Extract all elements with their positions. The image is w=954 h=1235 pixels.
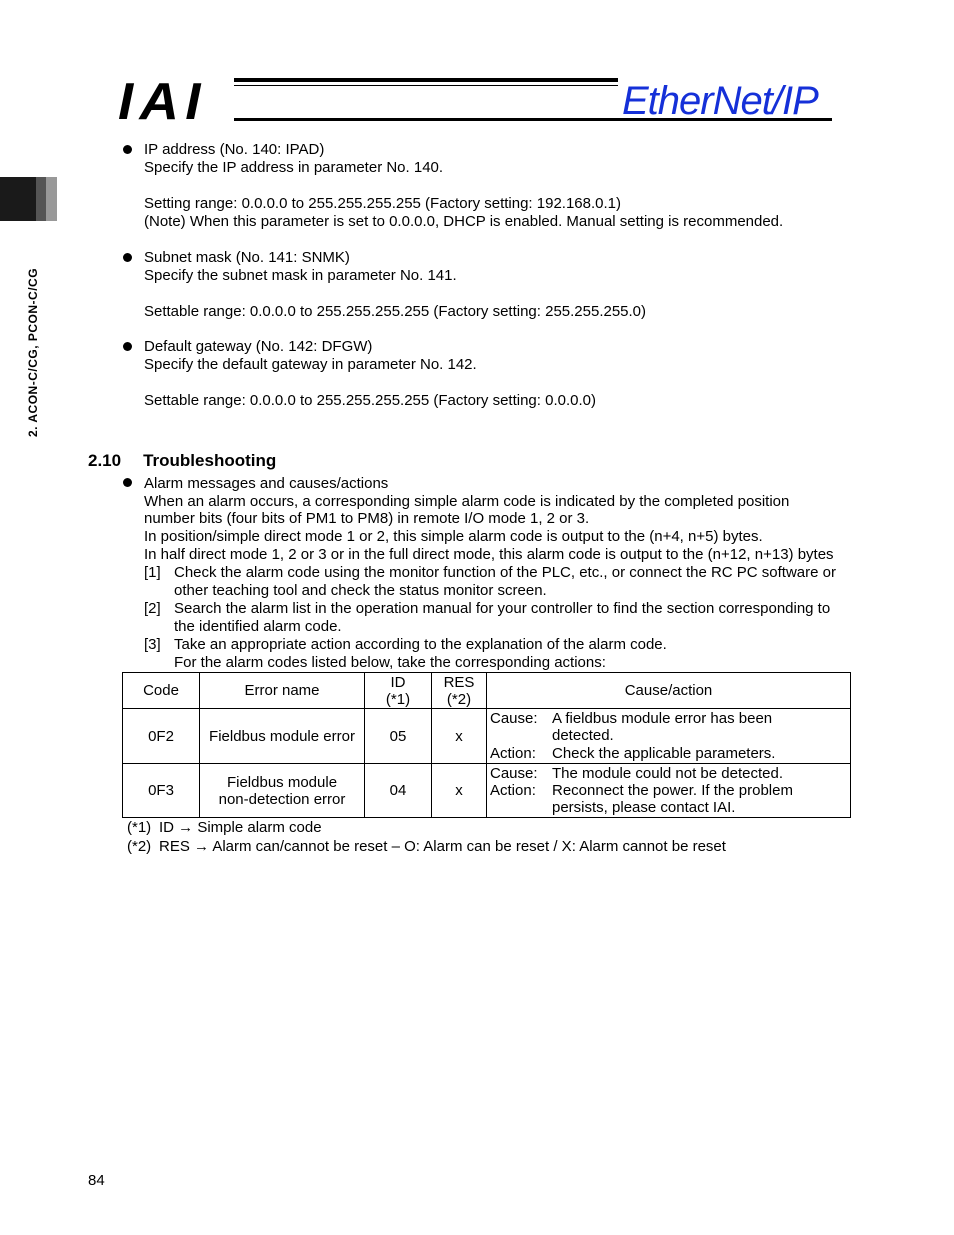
bullet-icon [123, 145, 132, 154]
cause-text: The module could not be detected. [552, 765, 783, 782]
cause-label: Cause: [490, 710, 538, 727]
action-label: Action: [490, 782, 536, 799]
action-label: Action: [490, 745, 536, 762]
cell-cause-action [487, 764, 851, 818]
page-number: 84 [88, 1172, 105, 1189]
param-range: Settable range: 0.0.0.0 to 255.255.255.255 (Factory setting: 0.0.0.0) [144, 392, 596, 409]
step-number: [1] [144, 564, 161, 581]
param-desc: Specify the IP address in parameter No. 140. [144, 159, 444, 176]
section-title: Troubleshooting [143, 451, 277, 470]
alarm-table [122, 672, 851, 818]
header-rule-thin [234, 85, 618, 86]
param-range: Setting range: 0.0.0.0 to 255.255.255.255 (Factory setting: 192.168.0.1) [144, 195, 621, 212]
action-text: persists, please contact IAI. [552, 799, 736, 816]
footnote-text: ID → Simple alarm code [159, 819, 322, 836]
step-text: other teaching tool and check the status monitor screen. [174, 582, 547, 599]
footnote-mark: (*1) [127, 819, 152, 836]
cell-id: 05 [365, 709, 432, 764]
table-header-row [123, 673, 851, 709]
step-text: Take an appropriate action according to the explanation of the alarm code. [174, 636, 667, 653]
param-desc: Specify the subnet mask in parameter No. 141. [144, 267, 457, 284]
cell-res: x [432, 709, 487, 764]
header-res: RES (*2) [432, 673, 487, 709]
param-title: Subnet mask (No. 141: SNMK) [144, 249, 350, 266]
intro-line: In position/simple direct mode 1 or 2, this simple alarm code is output to the (n+4, n+5) bytes. [144, 528, 763, 545]
side-tab-shade-light [46, 177, 57, 221]
cause-label: Cause: [490, 765, 538, 782]
cell-code: 0F2 [123, 709, 200, 764]
param-note: (Note) When this parameter is set to 0.0.0.0, DHCP is enabled. Manual setting is recommended. [144, 213, 784, 230]
bullet-icon [123, 253, 132, 262]
action-text: Check the applicable parameters. [552, 745, 776, 762]
header-rule-top [234, 78, 618, 82]
cell-code: 0F3 [123, 764, 200, 818]
intro-line: number bits (four bits of PM1 to PM8) in remote I/O mode 1, 2 or 3. [144, 510, 590, 527]
header-code: Code [123, 673, 200, 709]
step-text: Check the alarm code using the monitor function of the PLC, etc., or connect the RC PC software or [174, 564, 836, 581]
bullet-icon [123, 478, 132, 487]
footnote-text: RES → Alarm can/cannot be reset – O: Alarm can be reset / X: Alarm cannot be reset [159, 838, 726, 855]
header-error-name: Error name [200, 673, 365, 709]
step-number: [2] [144, 600, 161, 617]
table-row [123, 709, 851, 764]
footnote-mark: (*2) [127, 838, 152, 855]
section-heading [88, 451, 276, 471]
cell-error-name: Fieldbus module non-detection error [200, 764, 365, 818]
side-tab-label: 2. ACON-C/CG, PCON-C/CG [26, 267, 40, 437]
param-desc: Specify the default gateway in parameter No. 142. [144, 356, 477, 373]
cell-error-name: Fieldbus module error [200, 709, 365, 764]
side-tab-shade-dark [36, 177, 46, 221]
bullet-icon [123, 342, 132, 351]
step-text: For the alarm codes listed below, take the corresponding actions: [174, 654, 606, 671]
header-id: ID (*1) [365, 673, 432, 709]
section-bullet-text: Alarm messages and causes/actions [144, 475, 389, 492]
cell-res: x [432, 764, 487, 818]
table-row [123, 764, 851, 818]
action-text: Reconnect the power. If the problem [552, 782, 793, 799]
iai-logo: IAI [118, 73, 207, 131]
section-number: 2.10 [88, 451, 122, 470]
intro-line: When an alarm occurs, a corresponding simple alarm code is indicated by the completed position [144, 493, 790, 510]
cell-id: 04 [365, 764, 432, 818]
cause-text: detected. [552, 727, 614, 744]
param-range: Settable range: 0.0.0.0 to 255.255.255.255 (Factory setting: 255.255.255.0) [144, 303, 647, 320]
param-title: IP address (No. 140: IPAD) [144, 141, 325, 158]
step-number: [3] [144, 636, 161, 653]
side-tab-block [0, 177, 36, 221]
step-text: Search the alarm list in the operation manual for your controller to find the section corresponding to [174, 600, 831, 617]
header-cause-action: Cause/action [487, 673, 851, 709]
ethernet-ip-logo: EtherNet/IP [622, 79, 818, 123]
intro-line: In half direct mode 1, 2 or 3 or in the full direct mode, this alarm code is output to the (n+12, n+13) bytes [144, 546, 834, 563]
step-text: the identified alarm code. [174, 618, 342, 635]
param-title: Default gateway (No. 142: DFGW) [144, 338, 373, 355]
cell-cause-action [487, 709, 851, 764]
cause-text: A fieldbus module error has been [552, 710, 773, 727]
